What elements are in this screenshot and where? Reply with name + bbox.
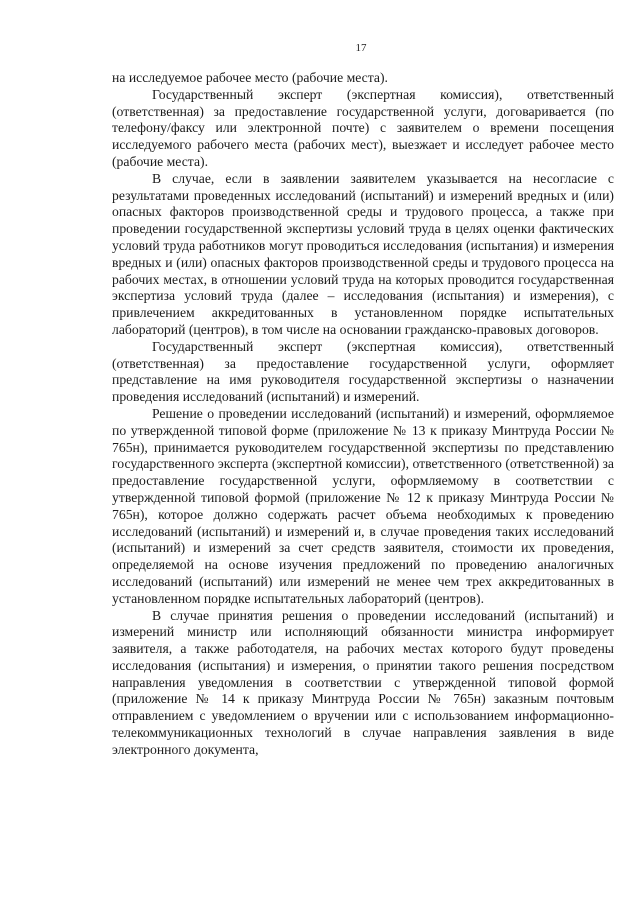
page-number: 17 bbox=[355, 42, 367, 54]
paragraph-notification: В случае принятия решения о проведении исследований (испытаний) и измерений министр или исполняющий обязанности министра информирует заявителя, а также работодателя, на рабочих местах которого будут проведены исследования (испытания) и измерения, о принятии такого решения посредством направления уведомления в соответствии с утвержденной типовой формой (приложение № 14 к приказу Минтруда России № 765н) заказным почтовым отправлением с уведомлением о вручении или с использованием информационно-телекоммуникационных технологий в случае направления заявления в виде электронного документа, bbox=[112, 607, 614, 757]
paragraph-disagreement-measurements: В случае, если в заявлении заявителем указывается на несогласие с результатами проведенных исследований (испытаний) и измерений вредных и (или) опасных факторов производственной среды и трудового процесса, а также при проведении государственной экспертизы условий труда в целях оценки фактических условий труда работников могут проводиться исследования (испытания) и измерения вредных и (или) опасных факторов производственной среды и трудового процесса на рабочих местах, в отношении условий труда на которых проводится государственная экспертиза условий труда (далее – исследования (испытания) и измерения), с привлечением аккредитованных в установленном порядке испытательных лабораторий (центров), в том числе на основании гражданско-правовых договоров. bbox=[112, 170, 614, 337]
paragraph-continuation: на исследуемое рабочее место (рабочие места). bbox=[112, 70, 388, 85]
paragraph-decision-form: Решение о проведении исследований (испытаний) и измерений, оформляемое по утвержденной типовой форме (приложение № 13 к приказу Минтруда России № 765н), принимается руководителем государственной экспертизы по представлению государственного эксперта (экспертной комиссии), ответственного (ответственной) за предоставление государственной услуги, оформляемому в соответствии с утвержденной типовой формой (приложение № 12 к приказу Минтруда России № 765н), которое должно содержать расчет объема необходимых к проведению исследований (испытаний) и измерений и, в случае проведения таких исследований (испытаний) и измерений за счет средств заявителя, стоимости их проведения, определяемой на основе изучения предложений по проведению аналогичных исследований (испытаний) или измерений не менее чем трех аккредитованных в установленном порядке испытательных лабораторий (центров). bbox=[112, 405, 614, 606]
body-text bbox=[112, 70, 614, 759]
paragraph-expert-visit: Государственный эксперт (экспертная комиссия), ответственный (ответственная) за предоставление государственной услуги, договаривается (по телефону/факсу или электронной почте) с заявителем о времени посещения исследуемого рабочего места (рабочих мест), выезжает и исследует рабочее место (рабочие места). bbox=[112, 86, 614, 169]
paragraph-expert-submission: Государственный эксперт (экспертная комиссия), ответственный (ответственная) за предоставление государственной услуги, оформляет представление на имя руководителя государственной экспертизы о назначении проведения исследований (испытаний) и измерений. bbox=[112, 338, 614, 405]
